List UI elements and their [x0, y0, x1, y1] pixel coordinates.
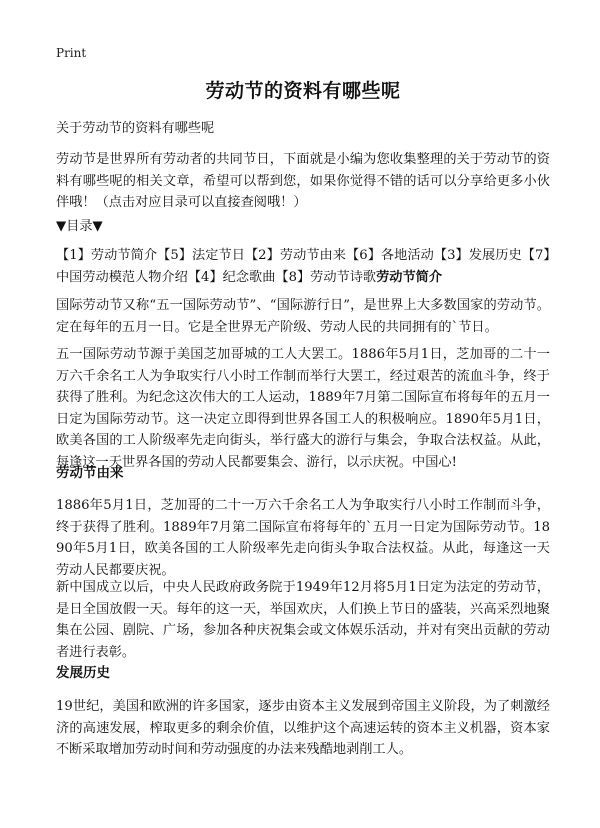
document-subtitle: 关于劳动节的资料有哪些呢 [56, 121, 215, 136]
toc-heading: ▼目录▼ [56, 219, 103, 234]
history-section-paragraph-1: 19世纪，美国和欧洲的许多国家，逐步由资本主义发展到帝国主义阶段，为了刺激经济的高速发展，榨取更多的剩余价值，以维护这个高速运转的资本主义机器，资本家不断采取增加劳动时间和劳动强度的办法来残酷地剥削工人。 [56, 699, 550, 757]
intro-section-paragraph-1: 国际劳动节又称“五一国际劳动节”、“国际游行日”，是世界上大多数国家的劳动节。定在每年的五月一日。它是全世界无产阶级、劳动人民的共同拥有的`节日。 [56, 298, 550, 335]
print-link[interactable]: Print [56, 46, 87, 60]
origin-section-paragraph-2: 新中国成立以后，中央人民政府政务院于1949年12月将5月1日定为法定的劳动节，是日全国放假一天。每年的这一天，举国欢庆，人们换上节日的盛装，兴高采烈地聚集在公园、剧院、广场，参加各种庆祝集会或文体娱乐活动，并对有突出贡献的劳动者进行表彰。 [56, 580, 550, 660]
toc-links[interactable]: 【1】劳动节简介【5】法定节日【2】劳动节由来【6】各地活动【3】发展历史【7】中国劳动模范人物介绍【4】纪念歌曲【8】劳动节诗歌 [56, 248, 550, 285]
intro-section-paragraph-2: 五一国际劳动节源于美国芝加哥城的工人大罢工。1886年5月1日，芝加哥的二十一万六千余名工人为争取实行八小时工作制而举行大罢工，经过艰苦的流血斗争，终于获得了胜利。为纪念这次伟大的工人运动，1889年7月第二国际宣布将每年的五月一日定为国际劳动节。这一决定立即得到世界各国工人的积极响应。1890年5月1日，欧美各国的工人阶级率先走向街头，举行盛大的游行与集会，争取合法权益。从此，每逢这一天世界各国的劳动人民都要集会、游行，以示庆祝。中国心! [56, 347, 550, 470]
page-title: 劳动节的资料有哪些呢 [205, 80, 401, 102]
table-of-contents[interactable] [56, 245, 550, 288]
section-heading-origin: 劳动节由来 [56, 465, 124, 481]
intro-paragraph: 劳动节是世界所有劳动者的共同节日，下面就是小编为您收集整理的关于劳动节的资料有哪些呢的相关文章，希望可以帮到您，如果你觉得不错的话可以分享给更多小伙伴哦！（点击对应目录可以直接查阅哦！） [56, 152, 550, 210]
origin-section-paragraph-1: 1886年5月1日，芝加哥的二十一万六千余名工人为争取实行八小时工作制而斗争，终于获得了胜利。1889年7月第二国际宣布将每年的`五月一日定为国际劳动节。1890年5月1日，欧美各国的工人阶级率先走向街头争取合法权益。从此，每逢这一天劳动人民都要庆祝。 [56, 498, 550, 578]
section-heading-intro: 劳动节简介 [376, 269, 443, 285]
section-heading-history: 发展历史 [56, 665, 110, 681]
